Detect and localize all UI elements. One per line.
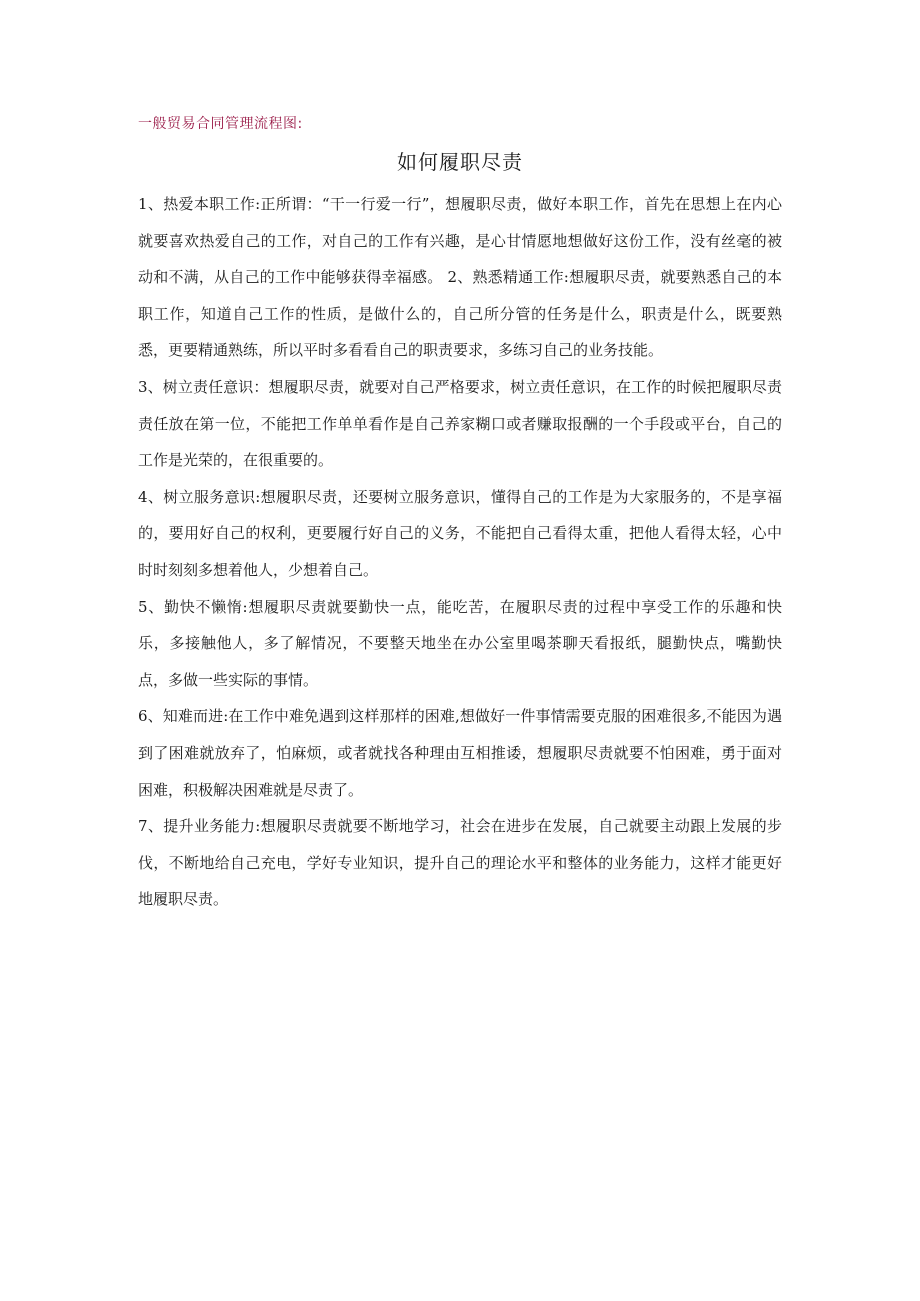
document-body xyxy=(138,186,782,918)
paragraph-4: 5、勤快不懒惰:想履职尽责就要勤快一点，能吃苦，在履职尽责的过程中享受工作的乐趣和快乐，多接触他人，多了解情况，不要整天地坐在办公室里喝茶聊天看报纸，腿勤快点，嘴勤快点，多做一些实际的事情。 xyxy=(138,597,782,689)
paragraph-3: 4、树立服务意识:想履职尽责，还要树立服务意识，懂得自己的工作是为大家服务的，不是享福的，要用好自己的权利，更要履行好自己的义务，不能把自己看得太重，把他人看得太轻，心中时时刻刻多想着他人，少想着自己。 xyxy=(138,487,782,579)
paragraph-5: 6、知难而进:在工作中难免遇到这样那样的困难,想做好一件事情需要克服的困难很多,不能因为遇到了困难就放弃了，怕麻烦，或者就找各种理由互相推诿，想履职尽责就要不怕困难，勇于面对困难，积极解决困难就是尽责了。 xyxy=(138,707,782,799)
paragraph-1: 1、热爱本职工作:正所谓：“干一行爱一行”，想履职尽责，做好本职工作，首先在思想上在内心就要喜欢热爱自己的工作，对自己的工作有兴趣，是心甘情愿地想做好这份工作，没有丝毫的被动和不满，从自己的工作中能够获得幸福感。 2、熟悉精通工作:想履职尽责，就要熟悉自己的本职工作，知道自己工作的性质，是做什么的，自己所分管的任务是什么，职责是什么，既要熟悉，更要精通熟练，所以平时多看看自己的职责要求，多练习自己的业务技能。 xyxy=(138,195,782,360)
page-title: 如何履职尽责 xyxy=(397,150,523,174)
document-header: 一般贸易合同管理流程图: xyxy=(138,116,303,132)
paragraph-6: 7、提升业务能力:想履职尽责就要不断地学习，社会在进步在发展，自己就要主动跟上发展的步伐，不断地给自己充电，学好专业知识，提升自己的理论水平和整体的业务能力，这样才能更好地履职尽责。 xyxy=(138,817,782,909)
paragraph-2: 3、树立责任意识：想履职尽责，就要对自己严格要求，树立责任意识，在工作的时候把履职尽责责任放在第一位，不能把工作单单看作是自己养家糊口或者赚取报酬的一个手段或平台，自己的工作是光荣的，在很重要的。 xyxy=(138,377,782,470)
